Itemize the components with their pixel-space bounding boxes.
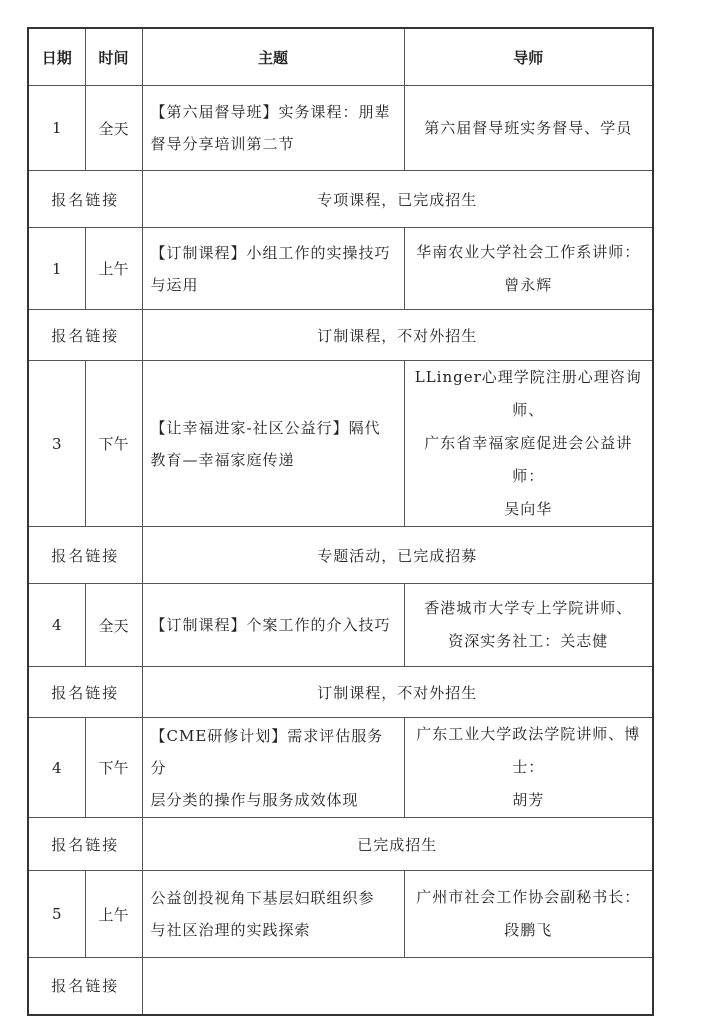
session-date: 3 bbox=[28, 361, 85, 527]
topic-line: 公益创投视角下基层妇联组织参 bbox=[150, 889, 375, 907]
session-time: 上午 bbox=[85, 871, 142, 958]
session-topic bbox=[142, 361, 404, 527]
session-row bbox=[28, 361, 653, 527]
mentor-line: 资深实务社工：关志健 bbox=[448, 632, 609, 650]
topic-line: 层分类的操作与服务成效体现 bbox=[150, 790, 359, 809]
registration-link-label: 报名链接 bbox=[28, 171, 142, 228]
session-date: 5 bbox=[28, 871, 85, 958]
registration-row bbox=[28, 310, 653, 361]
mentor-line: 广州市社会工作协会副秘书长： bbox=[416, 888, 641, 906]
mentor-line: 广东工业大学政法学院讲师、博士： bbox=[416, 725, 641, 776]
session-date: 4 bbox=[28, 718, 85, 818]
registration-status bbox=[142, 958, 653, 1015]
session-date: 1 bbox=[28, 86, 85, 171]
registration-row bbox=[28, 958, 653, 1015]
session-topic bbox=[142, 86, 404, 171]
registration-link-label: 报名链接 bbox=[28, 310, 142, 361]
mentor-line: 香港城市大学专上学院讲师、 bbox=[424, 599, 633, 617]
registration-status: 订制课程，不对外招生 bbox=[142, 667, 653, 718]
registration-link-label: 报名链接 bbox=[28, 958, 142, 1015]
mentor-line: 段鹏飞 bbox=[504, 921, 553, 939]
schedule-table bbox=[27, 27, 654, 1016]
registration-link-label: 报名链接 bbox=[28, 818, 142, 871]
registration-status: 订制课程，不对外招生 bbox=[142, 310, 653, 361]
header-topic: 主题 bbox=[142, 28, 404, 86]
session-date: 1 bbox=[28, 228, 85, 310]
topic-line: 【第六届督导班】实务课程：朋辈 bbox=[150, 103, 391, 121]
session-row bbox=[28, 584, 653, 667]
session-mentor bbox=[404, 871, 653, 958]
mentor-line: 胡芳 bbox=[512, 791, 545, 809]
session-topic bbox=[142, 228, 404, 310]
registration-row bbox=[28, 171, 653, 228]
topic-line: 【订制课程】小组工作的实操技巧 bbox=[150, 243, 391, 262]
session-topic bbox=[142, 718, 404, 818]
mentor-line: 广东省幸福家庭促进会公益讲师： bbox=[424, 434, 633, 485]
session-mentor bbox=[404, 718, 653, 818]
session-row bbox=[28, 86, 653, 171]
mentor-line: 第六届督导班实务督导、学员 bbox=[424, 118, 633, 137]
session-time: 下午 bbox=[85, 361, 142, 527]
registration-status: 专项课程，已完成招生 bbox=[142, 171, 653, 228]
registration-row bbox=[28, 667, 653, 718]
header-date: 日期 bbox=[28, 28, 85, 86]
registration-link-label: 报名链接 bbox=[28, 527, 142, 584]
session-row bbox=[28, 718, 653, 818]
mentor-line: 华南农业大学社会工作系讲师： bbox=[416, 242, 641, 261]
registration-row bbox=[28, 818, 653, 871]
session-time: 全天 bbox=[85, 584, 142, 667]
session-mentor bbox=[404, 584, 653, 667]
session-time: 下午 bbox=[85, 718, 142, 818]
session-topic bbox=[142, 871, 404, 958]
mentor-line: 吴向华 bbox=[504, 500, 553, 518]
header-time: 时间 bbox=[85, 28, 142, 86]
mentor-line: LLinger心理学院注册心理咨询师、 bbox=[414, 368, 642, 419]
mentor-line: 曾永辉 bbox=[504, 275, 553, 294]
registration-link-label: 报名链接 bbox=[28, 667, 142, 718]
session-mentor bbox=[404, 228, 653, 310]
topic-line: 【CME研修计划】需求评估服务分 bbox=[150, 726, 384, 777]
session-row bbox=[28, 228, 653, 310]
topic-line: 【让幸福进家-社区公益行】隔代 bbox=[150, 418, 381, 437]
session-time: 全天 bbox=[85, 86, 142, 171]
header-mentor: 导师 bbox=[404, 28, 653, 86]
registration-status: 已完成招生 bbox=[142, 818, 653, 871]
session-date: 4 bbox=[28, 584, 85, 667]
topic-line: 【订制课程】个案工作的介入技巧 bbox=[150, 616, 391, 634]
header-row bbox=[28, 28, 653, 86]
session-mentor bbox=[404, 361, 653, 527]
registration-status: 专题活动，已完成招募 bbox=[142, 527, 653, 584]
session-topic bbox=[142, 584, 404, 667]
topic-line: 督导分享培训第二节 bbox=[150, 135, 295, 153]
topic-line: 与运用 bbox=[150, 275, 199, 294]
session-mentor bbox=[404, 86, 653, 171]
topic-line: 与社区治理的实践探索 bbox=[150, 921, 311, 939]
registration-row bbox=[28, 527, 653, 584]
topic-line: 教育—幸福家庭传递 bbox=[150, 450, 295, 469]
session-row bbox=[28, 871, 653, 958]
session-time: 上午 bbox=[85, 228, 142, 310]
